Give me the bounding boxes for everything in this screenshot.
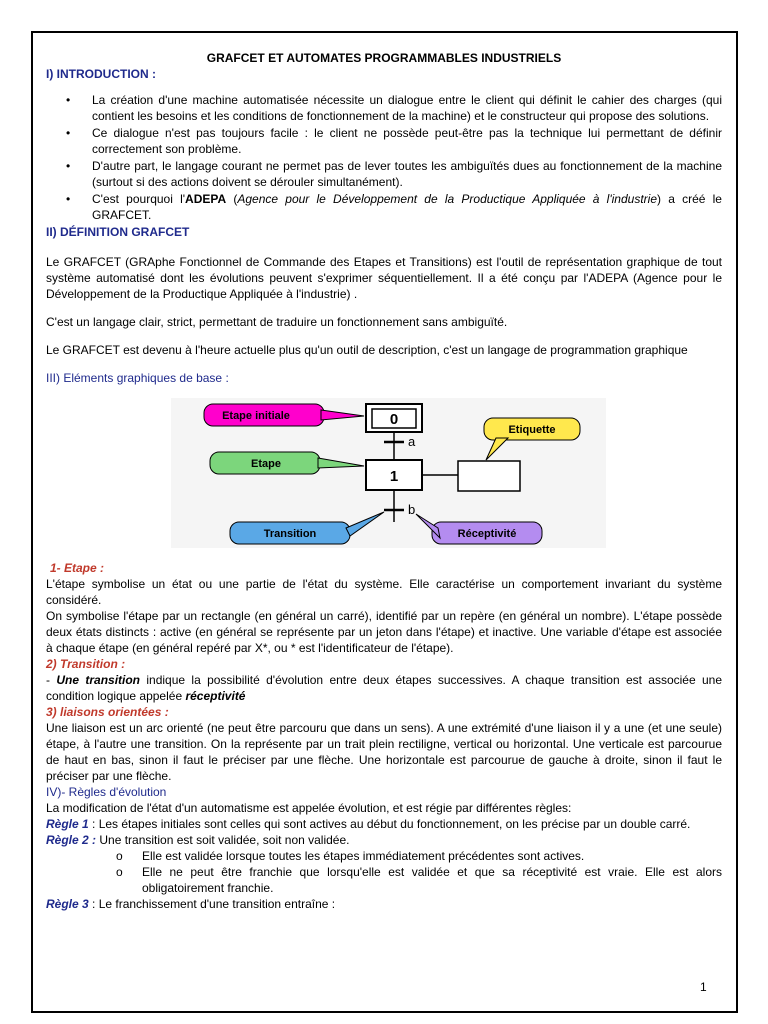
etape-paragraph: On symbolise l'étape par un rectangle (en général un carré), identifié par un repère (en général un nombre). L'étape possède deux états distincts : active (en général se représente par un jeton dans l'étape) et inactive. Une variable d'étape est associée à chaque étape (en général repéré par X*, ou * est l'identificateur de l'étape). — [46, 609, 722, 655]
transition-label-a: a — [408, 434, 416, 449]
list-item: o Elle est validée lorsque toutes les étapes immédiatement précédentes sont actives. — [116, 849, 585, 863]
regle-3: Règle 3 : Le franchissement d'une transition entraîne : — [46, 897, 336, 911]
intro-bullet-list — [46, 92, 722, 223]
callout-receptivite-label: Réceptivité — [457, 528, 517, 540]
circle-bullet-icon: o — [116, 849, 123, 863]
bullet-icon: • — [66, 159, 71, 173]
definition-paragraph: Le GRAFCET (GRAphe Fonctionnel de Commande des Etapes et Transitions) est l'outil de représentation graphique de tout système automatisé dont les évolutions peuvent s'exprimer séquentiellement. Il a été conçu par l'ADEPA (Agence pour le Développement de la Productique Appliquée à l'industrie) . — [46, 255, 722, 301]
step-0-number: 0 — [389, 411, 399, 428]
regles-intro: La modification de l'état d'un automatisme est appelée évolution, et est régie par différentes règles: — [46, 801, 572, 815]
regles-heading: IV)- Règles d'évolution — [46, 785, 167, 799]
callout-etape-label: Etape — [251, 458, 281, 470]
page-number: 1 — [700, 980, 707, 994]
definition-paragraph: C'est un langage clair, strict, permettant de traduire un fonctionnement sans ambiguïté. — [46, 315, 508, 329]
circle-bullet-icon: o — [116, 865, 123, 879]
document-title: GRAFCET ET AUTOMATES PROGRAMMABLES INDUSTRIELS — [206, 51, 562, 65]
list-item: • La création d'une machine automatisée nécessite un dialogue entre le client qui définit le cahier des charges (qui contient les besoins et les conditions de fonctionnement de la machine) et le constructeur qui propose des solutions. — [66, 93, 722, 123]
liaisons-paragraph: Une liaison est un arc orienté (ne peut être parcouru que dans un sens). A une extrémité d'une liaison il y a une (et une seule) étape, à l'autre une transition. On la représente par un trait plein rectiligne, vertical ou horizontal. Une verticale est parcourue de haut en bas, sinon il faut le préciser par une flèche. Une horizontale est parcourue de gauche à droite, sinon il faut le préciser par une flèche. — [46, 721, 722, 783]
document-body — [46, 50, 722, 912]
regle-1: Règle 1 : Les étapes initiales sont celles qui sont actives au début du fonctionnement, on les précise par un double carré. — [46, 817, 691, 831]
transition-heading: 2) Transition : — [46, 657, 126, 671]
etape-paragraph: L'étape symbolise un état ou une partie de l'état du système. Elle caractérise un comportement invariant du système considéré. — [46, 577, 722, 607]
bullet-icon: • — [66, 192, 71, 206]
regle-2-sublist — [46, 848, 722, 896]
regle-2: Règle 2 : Une transition est soit validée, soit non validée. — [46, 833, 350, 847]
callout-etape-initiale-label: Etape initiale — [222, 410, 290, 422]
bullet-icon: • — [66, 126, 71, 140]
bullet-icon: • — [66, 93, 71, 107]
transition-paragraph: - Une transition indique la possibilité d'évolution entre deux étapes successives. A chaque transition est associée une condition logique appelée réceptivité — [46, 673, 723, 703]
definition-paragraph: Le GRAFCET est devenu à l'heure actuelle plus qu'un outil de description, c'est un langage de programmation graphique — [46, 343, 688, 357]
callout-transition-label: Transition — [263, 528, 317, 540]
callout-etiquette-label: Etiquette — [508, 424, 556, 436]
list-item: o Elle ne peut être franchie que lorsqu'elle est validée et que sa réceptivité est vraie. Elle est alors obligatoirement franchie. — [116, 865, 722, 895]
grafcet-svg — [46, 394, 722, 554]
liaisons-heading: 3) liaisons orientées : — [46, 705, 169, 719]
definition-heading: II) DÉFINITION GRAFCET — [46, 225, 190, 239]
list-item: • D'autre part, le langage courant ne permet pas de lever toutes les ambiguïtés dues au fonctionnement de la machine (surtout si des actions doivent se dérouler simultanément). — [66, 159, 722, 189]
etape-heading: 1- Etape : — [50, 561, 105, 575]
action-box — [458, 461, 520, 491]
intro-heading: I) INTRODUCTION : — [46, 67, 156, 81]
list-item: • C'est pourquoi l'ADEPA (Agence pour le Développement de la Productique Appliquée à l'industrie) a créé le GRAFCET. — [66, 192, 722, 222]
step-1-number: 1 — [389, 468, 399, 485]
grafcet-diagram — [46, 394, 722, 554]
elements-heading: III) Eléments graphiques de base : — [46, 371, 229, 385]
list-item: • Ce dialogue n'est pas toujours facile : le client ne possède peut-être pas la technique lui permettant de définir correctement son problème. — [66, 126, 722, 156]
transition-label-b: b — [408, 502, 416, 517]
